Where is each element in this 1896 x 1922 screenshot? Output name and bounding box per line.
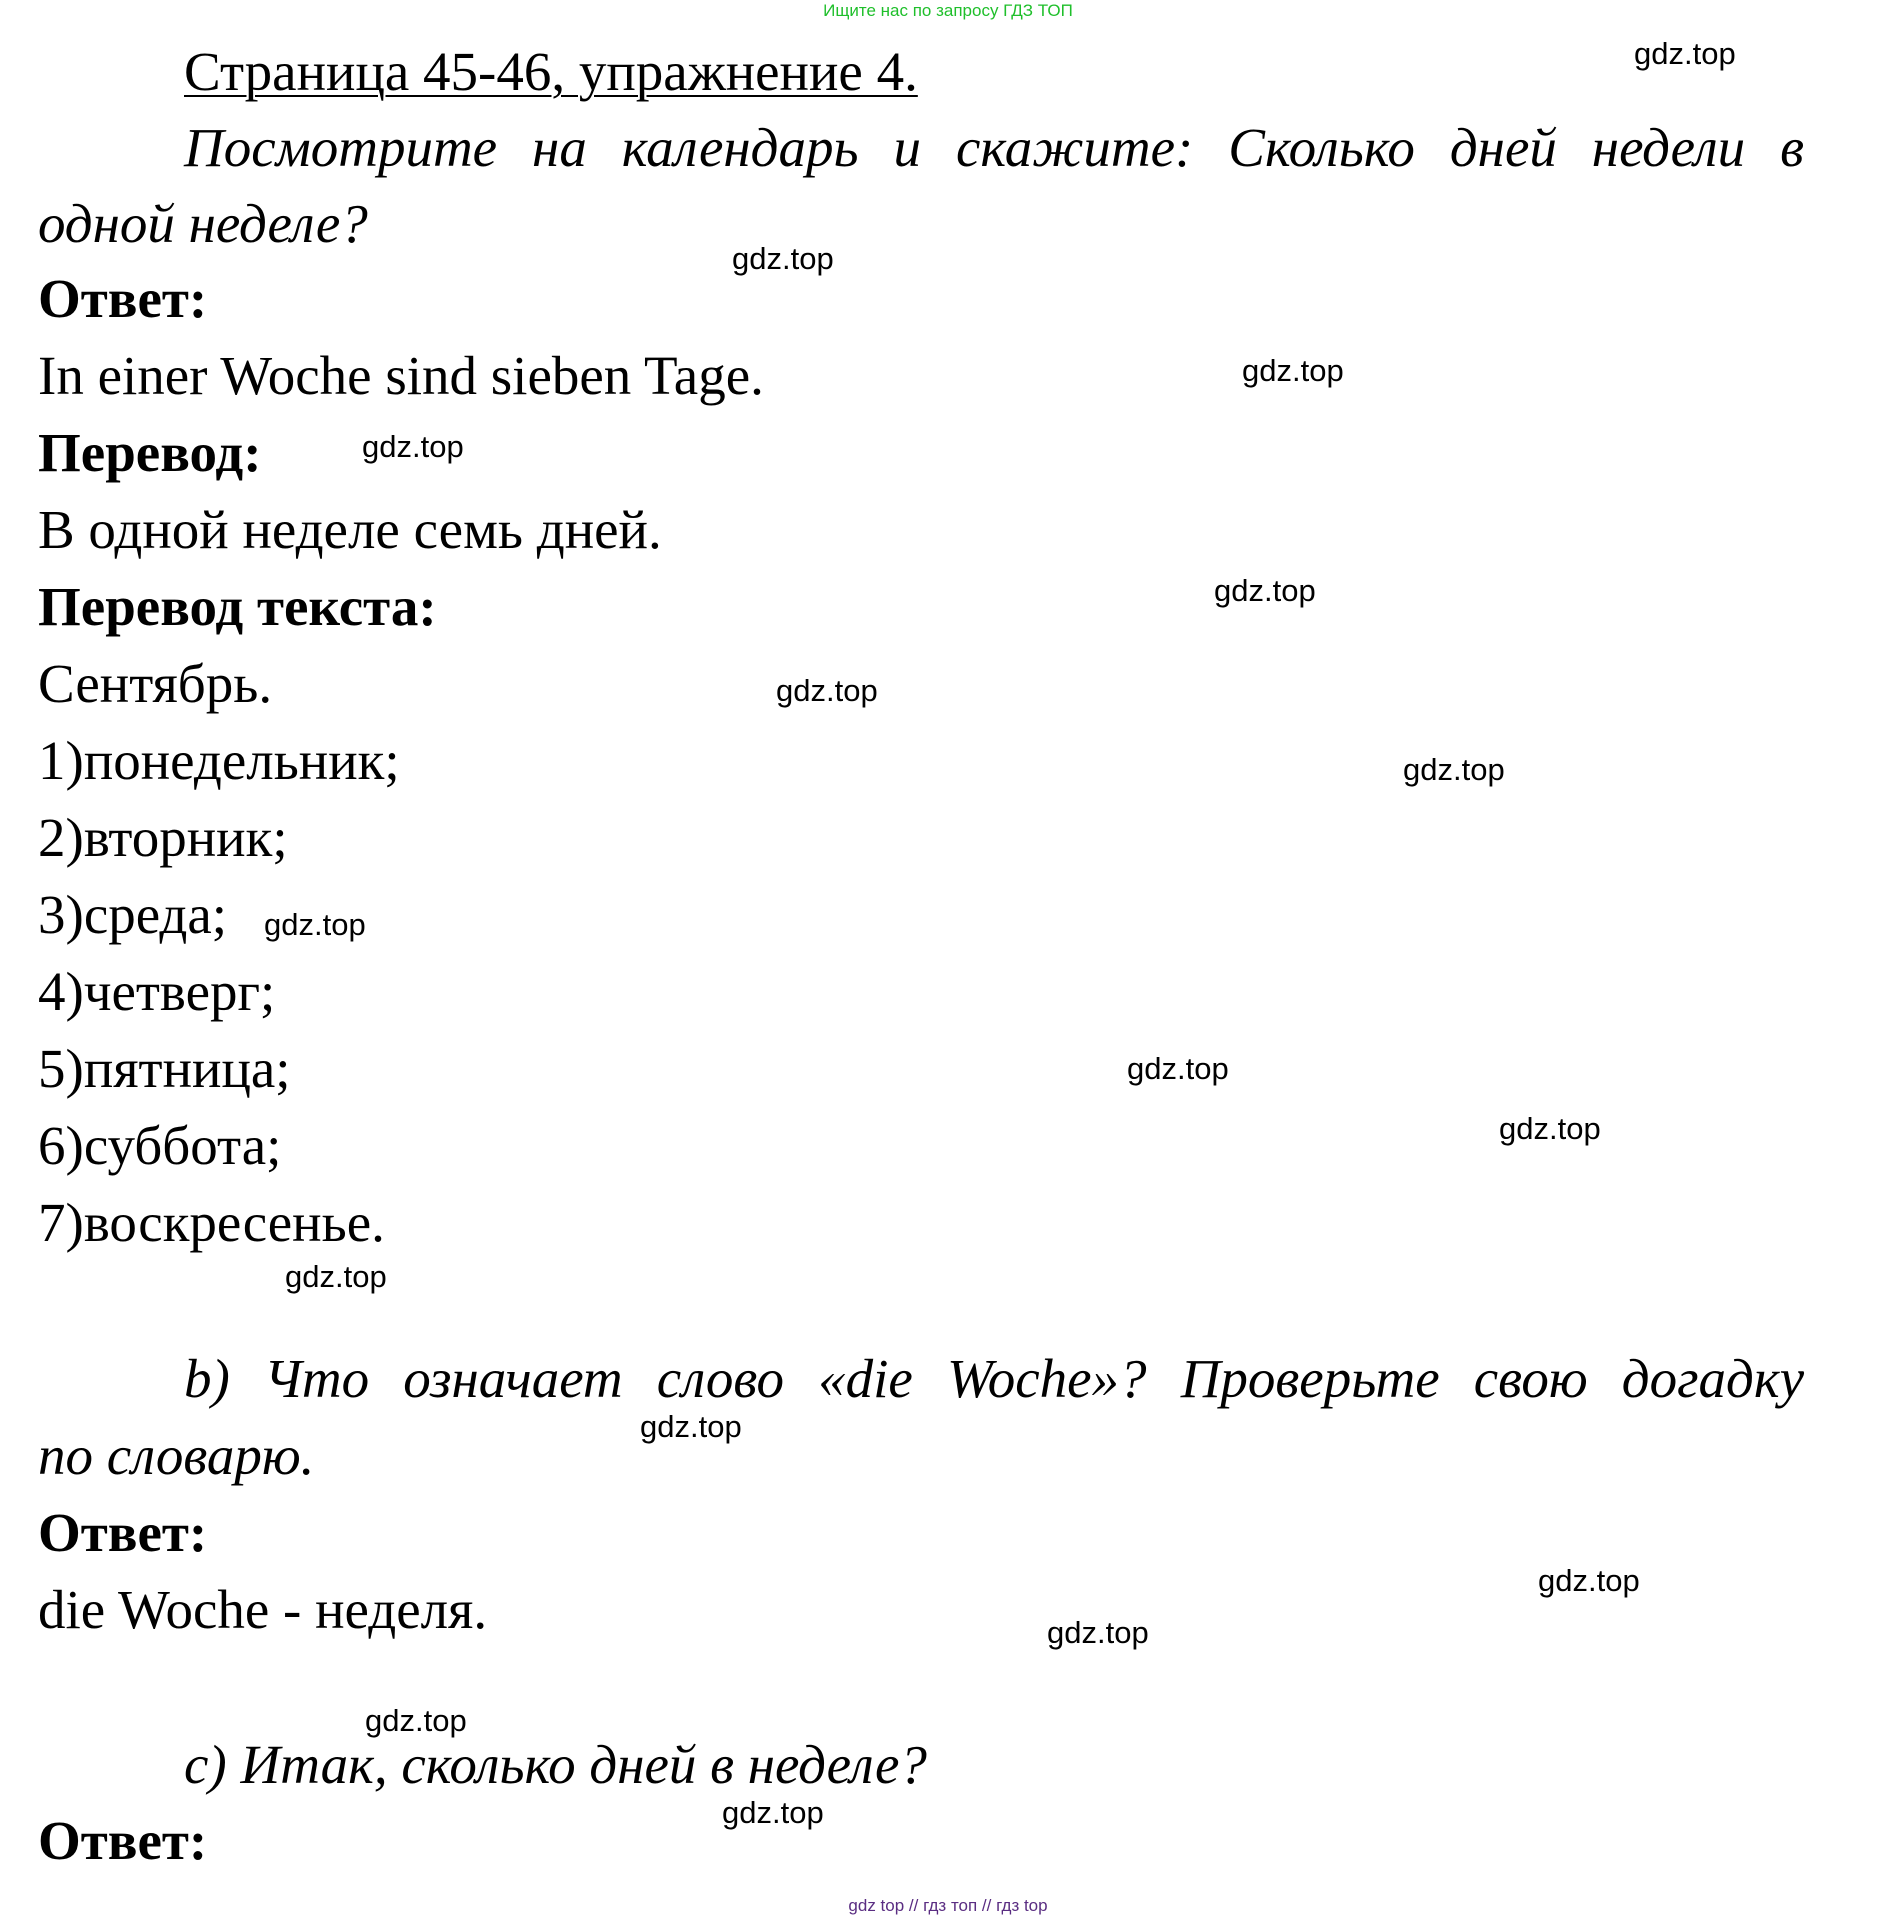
task-b-line2: по словарю. — [38, 1425, 315, 1486]
watermark: gdz.top — [285, 1259, 387, 1294]
task-c: c) Итак, сколько дней в неделе? — [184, 1734, 927, 1795]
watermark: gdz.top — [640, 1409, 742, 1444]
day-item: 5)пятница; — [38, 1038, 291, 1099]
footer-links: gdz top // гдз топ // гдз top — [848, 1896, 1048, 1915]
watermark: gdz.top — [1127, 1051, 1229, 1086]
watermark: gdz.top — [1499, 1111, 1601, 1146]
watermark: gdz.top — [365, 1703, 467, 1738]
watermark: gdz.top — [1538, 1563, 1640, 1598]
answer-a-text: In einer Woche sind sieben Tage. — [38, 345, 764, 406]
task-a-line1: Посмотрите на календарь и скажите: Сколько дней недели в — [184, 117, 1804, 178]
day-item: 3)среда; — [38, 884, 228, 945]
task-a-line2: одной неделе? — [38, 193, 368, 254]
watermark: gdz.top — [1634, 36, 1736, 71]
answer-label-b: Ответ: — [38, 1502, 208, 1563]
day-item: 6)суббота; — [38, 1115, 282, 1176]
day-item: 2)вторник; — [38, 807, 288, 868]
day-item: 1)понедельник; — [38, 730, 400, 791]
task-b-line1: b) Что означает слово «die Woche»? Проверьте свою догадку — [184, 1348, 1804, 1409]
watermark: gdz.top — [722, 1795, 824, 1830]
day-item: 4)четверг; — [38, 961, 276, 1022]
watermark: gdz.top — [1403, 752, 1505, 787]
answer-label-c: Ответ: — [38, 1810, 208, 1871]
answer-b-text: die Woche - неделя. — [38, 1579, 488, 1640]
watermark: gdz.top — [732, 241, 834, 276]
top-banner: Ищите нас по запросу ГДЗ ТОП — [823, 1, 1073, 20]
watermark: gdz.top — [1047, 1615, 1149, 1650]
answer-label-a: Ответ: — [38, 268, 208, 329]
translation-a-text: В одной неделе семь дней. — [38, 499, 662, 560]
watermark: gdz.top — [776, 673, 878, 708]
watermark: gdz.top — [362, 429, 464, 464]
watermark: gdz.top — [264, 907, 366, 942]
text-translation-label: Перевод текста: — [38, 576, 437, 637]
translation-label: Перевод: — [38, 422, 262, 483]
watermark: gdz.top — [1242, 353, 1344, 388]
day-item: 7)воскресенье. — [38, 1192, 385, 1253]
page-title: Страница 45-46, упражнение 4. — [184, 41, 918, 102]
watermark: gdz.top — [1214, 573, 1316, 608]
month-text: Сентябрь. — [38, 653, 273, 714]
